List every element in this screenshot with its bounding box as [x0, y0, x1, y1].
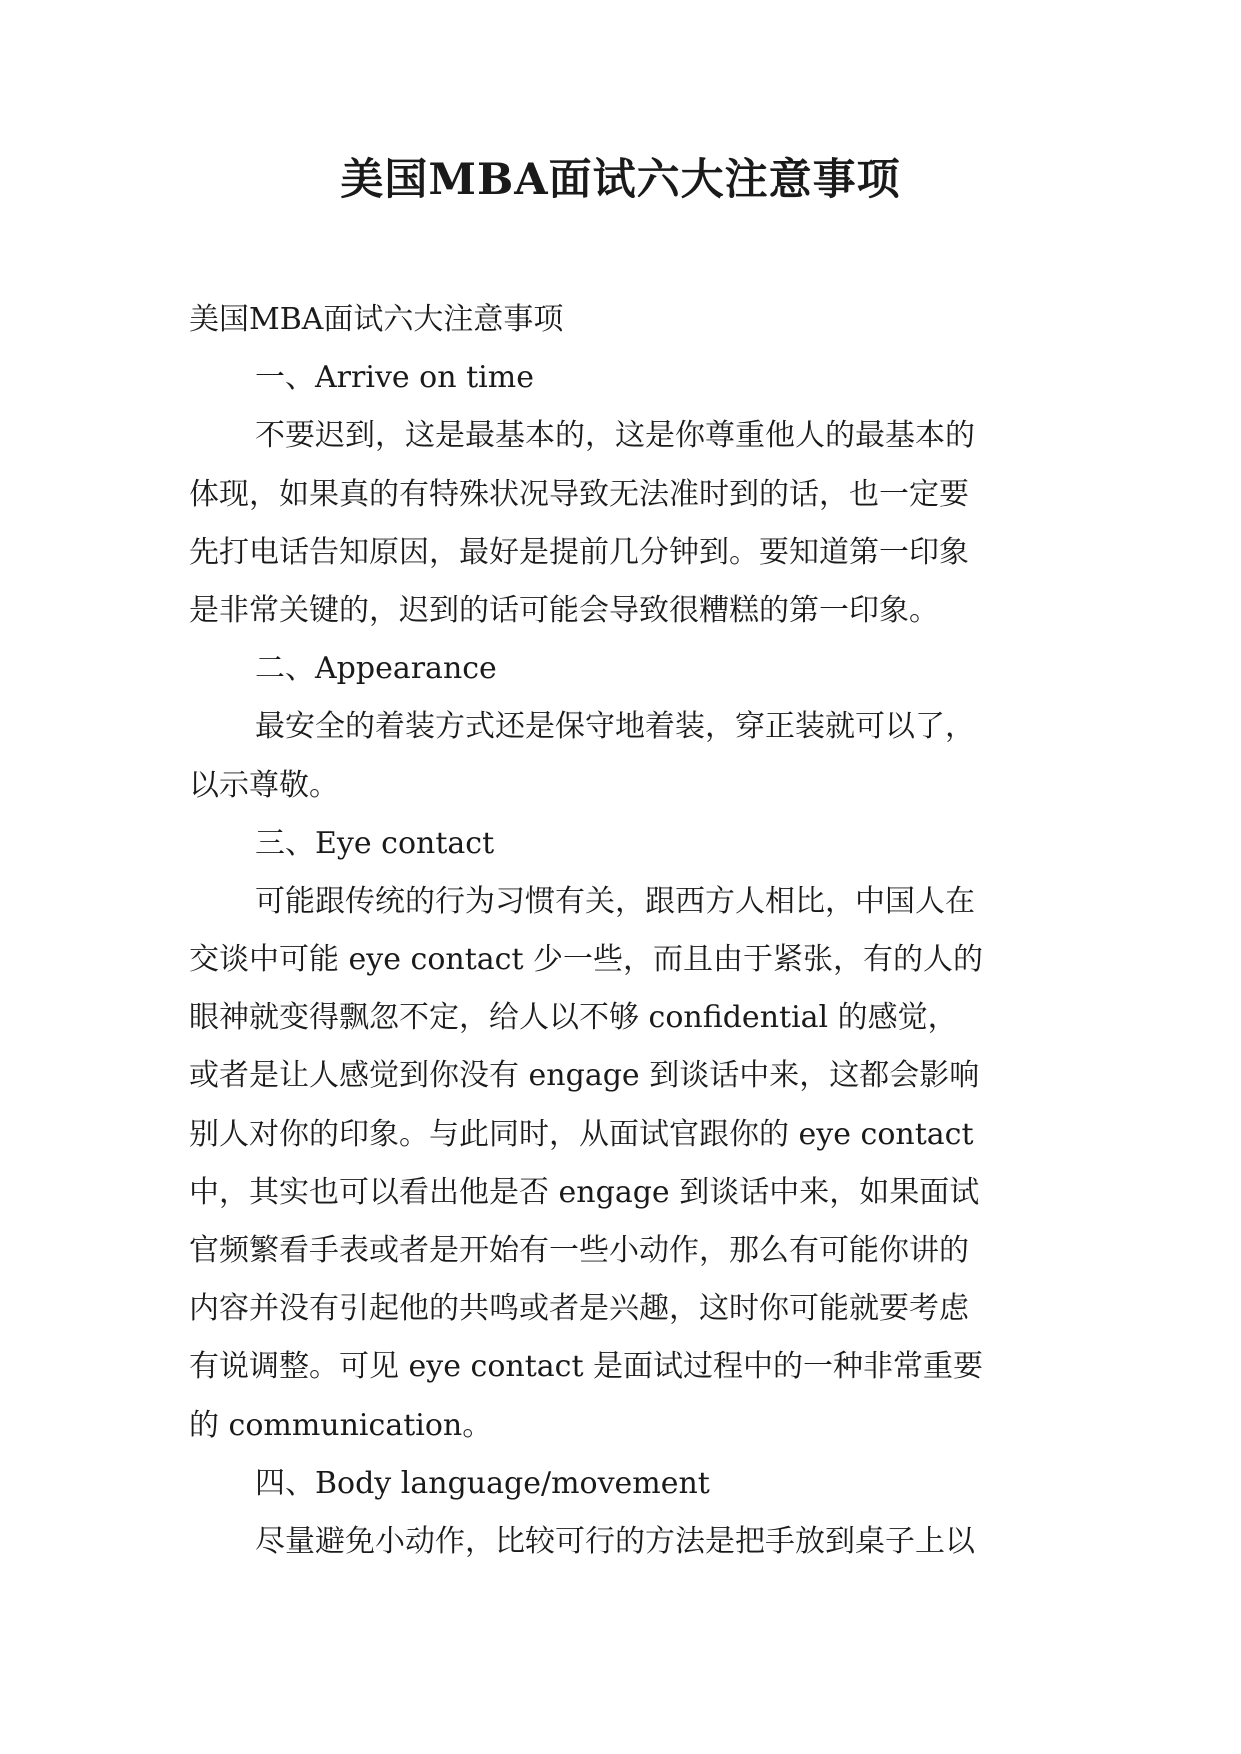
text-line: 交谈中可能 eye contact 少一些，而且由于紧张，有的人的: [189, 942, 984, 978]
text-line: 以示尊敬。: [189, 767, 339, 803]
text-line: 一、Arrive on time: [255, 360, 534, 396]
text-line: 不要迟到，这是最基本的，这是你尊重他人的最基本的: [255, 418, 975, 454]
text-line: 三、Eye contact: [255, 825, 495, 861]
text-line: 内容并没有引起他的共鸣或者是兴趣，这时你可能就要考虑: [189, 1291, 969, 1327]
text-line: 的 communication。: [189, 1407, 493, 1443]
text-line: 或者是让人感觉到你没有 engage 到谈话中来，这都会影响: [189, 1058, 980, 1094]
text-line: 尽量避免小动作，比较可行的方法是把手放到桌子上以: [255, 1523, 975, 1559]
text-line: 眼神就变得飘忽不定，给人以不够 confidential 的感觉，: [189, 1000, 958, 1036]
text-line: 中，其实也可以看出他是否 engage 到谈话中来，如果面试: [189, 1174, 980, 1210]
text-line: 四、Body language/movement: [255, 1465, 710, 1501]
text-line: 美国MBA面试六大注意事项: [189, 302, 564, 337]
text-line: 有说调整。可见 eye contact 是面试过程中的一种非常重要: [189, 1349, 984, 1385]
document-body: [189, 291, 1059, 1571]
text-line: 体现，如果真的有特殊状况导致无法准时到的话，也一定要: [189, 476, 969, 512]
text-line: 官频繁看手表或者是开始有一些小动作，那么有可能你讲的: [189, 1233, 969, 1268]
text-line: 二、Appearance: [255, 651, 497, 687]
text-line: 最安全的着装方式还是保守地着装，穿正装就可以了，: [255, 709, 975, 745]
document-title: 美国MBA面试六大注意事项: [340, 155, 901, 205]
text-line: 先打电话告知原因，最好是提前几分钟到。要知道第一印象: [189, 534, 969, 570]
text-line: 是非常关键的，迟到的话可能会导致很糟糕的第一印象。: [189, 592, 939, 628]
text-line: 可能跟传统的行为习惯有关，跟西方人相比，中国人在: [255, 883, 975, 919]
text-line: 别人对你的印象。与此同时，从面试官跟你的 eye contact: [189, 1116, 974, 1152]
